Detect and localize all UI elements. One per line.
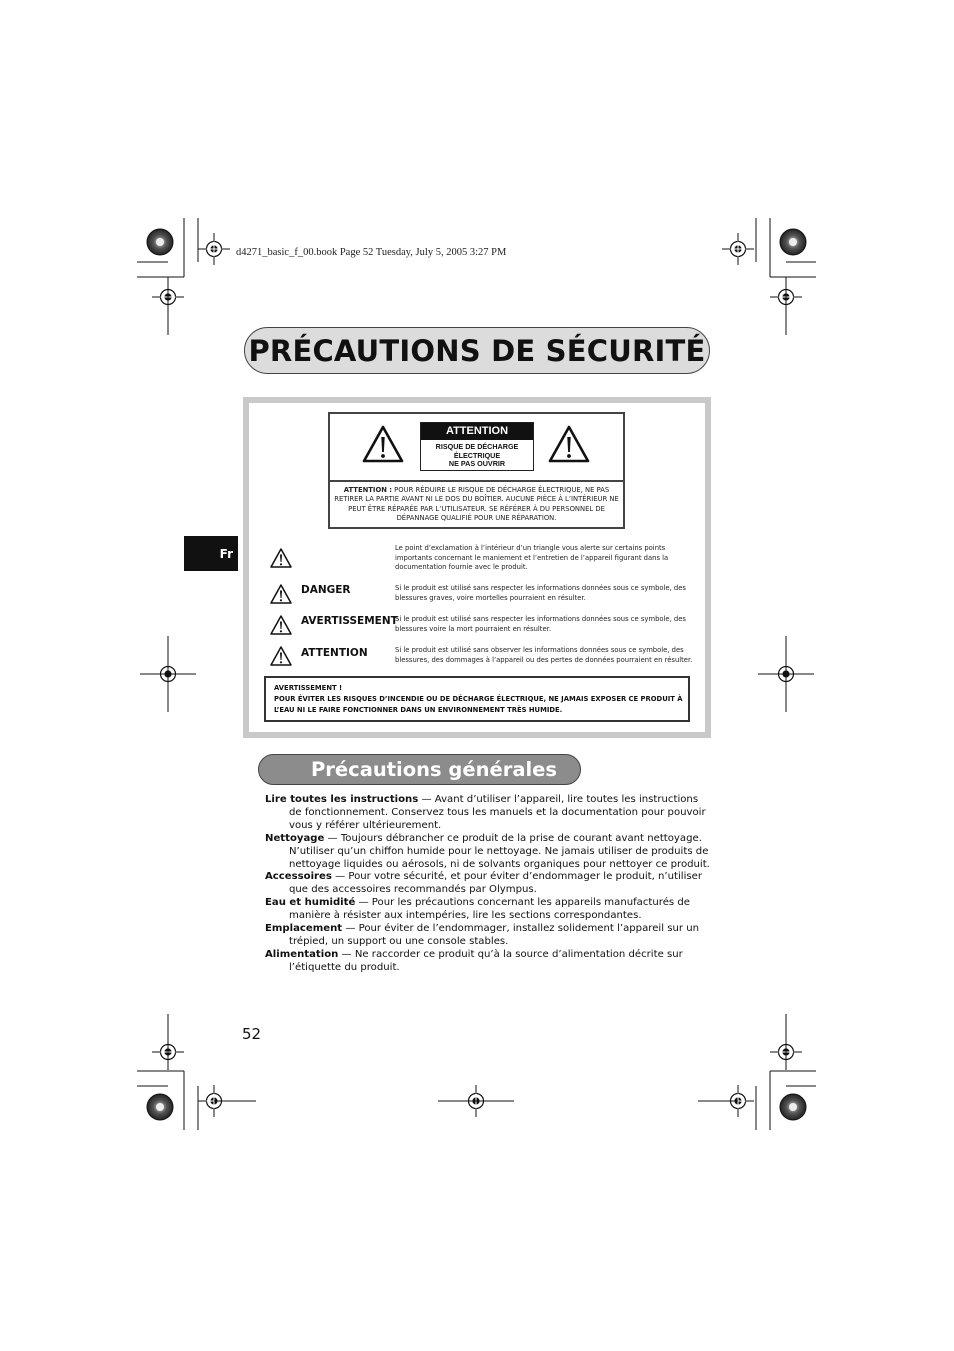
warning-triangle-icon — [269, 547, 293, 569]
symbol-description: Le point d’exclamation à l’intérieur d’un triangle vous alerte sur certains points importants concernant le maniement et l’entretien de l’appareil figurant dans la documentation fournie avec le produit. — [395, 544, 669, 572]
symbol-description: Si le produit est utilisé sans respecter les informations données sous ce symbole, des blessures graves, voire mortelles pourraient en résulter. — [395, 584, 686, 602]
section-title: Précautions générales — [311, 758, 557, 781]
list-item: Eau et humidité — Pour les précautions concernant les appareils manufacturés de manière à résister aux intempéries, lire les sections correspondantes. — [265, 897, 690, 922]
warning-triangle-icon — [269, 614, 293, 636]
warning-triangle-icon — [547, 424, 591, 464]
language-tab: Fr — [184, 536, 238, 571]
danger-label: DANGER — [301, 584, 351, 596]
caution-divider — [330, 480, 623, 482]
list-item: Lire toutes les instructions — Avant d’utiliser l’appareil, lire toutes les instructions de fonctionnement. Conservez tous les manuels et la documentation pour pouvoir vous y référer ultérieurement. — [265, 794, 706, 831]
list-item: Alimentation — Ne raccorder ce produit qu’à la source d’alimentation décrite sur l’étiquette du produit. — [265, 948, 683, 973]
page-title: PRÉCAUTIONS DE SÉCURITÉ — [248, 333, 706, 368]
general-precautions-list — [265, 794, 710, 975]
warning-triangle-icon — [269, 583, 293, 605]
shock-warning-header: ATTENTION — [421, 423, 533, 440]
symbol-description: Si le produit est utilisé sans observer les informations données sous ce symbole, des blessures, des dommages à l’appareil ou des pertes de données pourraient en résulter. — [395, 646, 693, 664]
water-warning-box: AVERTISSEMENT ! POUR ÉVITER LES RISQUES D’INCENDIE OU DE DÉCHARGE ÉLECTRIQUE, NE JAMAIS EXPOSER CE PRODUIT À L’EAU NI LE FAIRE FONCTIONNER DANS UN ENVIRONNEMENT TRÈS HUMIDE. — [264, 676, 690, 722]
list-item: Nettoyage — Toujours débrancher ce produit de la prise de courant avant nettoyage. N’utiliser qu’un chiffon humide pour le nettoyage. Ne jamais utiliser de produits de nettoyage liquides ou aérosols, ni de solvants organiques pour nettoyer ce produit. — [265, 832, 710, 870]
section-title-banner — [258, 754, 581, 785]
symbol-description: Si le produit est utilisé sans respecter les informations données sous ce symbole, des blessures voire la mort pourraient en résulter. — [395, 615, 686, 633]
warning-triangle-icon — [361, 424, 405, 464]
caution-statement: ATTENTION : POUR RÉDUIRE LE RISQUE DE DÉCHARGE ÉLECTRIQUE, NE PAS RETIRER LA PARTIE AVANT NI LE DOS DU BOÎTIER. AUCUNE PIÈCE À L’INTÉRIEUR NE PEUT ÊTRE RÉPARÉE PAR L’UTILISATEUR. SE RÉFÉRER À DU PERSONNEL DE DÉPANNAGE QUALIFIÉ POUR UNE RÉPARATION. — [334, 486, 619, 523]
shock-warning-label — [420, 422, 534, 471]
warning-label: AVERTISSEMENT — [301, 615, 398, 627]
attention-label: ATTENTION — [301, 647, 368, 659]
list-item: Accessoires — Pour votre sécurité, et pour éviter d’endommager le produit, n’utiliser que des accessoires recommandés par Olympus. — [265, 871, 703, 896]
print-info: d4271_basic_f_00.book Page 52 Tuesday, July 5, 2005 3:27 PM — [236, 247, 507, 258]
list-item: Emplacement — Pour éviter de l’endommager, installez solidement l’appareil sur un trépied, un support ou une console stables. — [265, 923, 700, 947]
warning-triangle-icon — [269, 645, 293, 667]
page-number: 52 — [242, 1025, 262, 1043]
page-title-banner — [244, 327, 710, 374]
shock-warning-text: RISQUE DE DÉCHARGE ÉLECTRIQUE NE PAS OUVRIR — [435, 442, 519, 469]
